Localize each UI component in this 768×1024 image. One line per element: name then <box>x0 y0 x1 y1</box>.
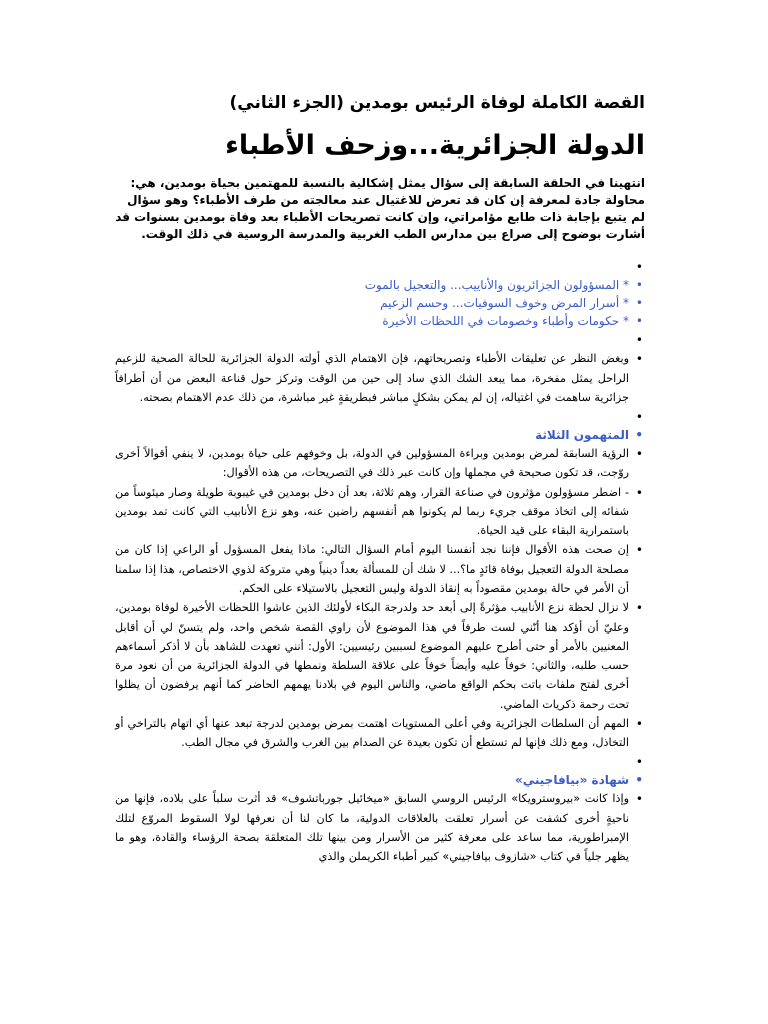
list-item-empty <box>115 330 629 349</box>
list-item-empty <box>115 257 629 276</box>
article-intro: انتهينا في الحلقة السابقة إلى سؤال يمثل إشكالية بالنسبة للمهتمين بحياة بومدين، هي: محاولة جادة لمعرفة إن كان قد تعرض للاغتيال عند معالجته من طرف الأطباء؟ وهو سؤال لم يتبع بإجابة ذات طابع مؤامراتي، وإن كانت تصريحات الأطباء بعد وفاة بومدين بسنوات قد أشارت بوضوح إلى صراع بين مدارس الطب الغربية والمدرسة الروسية في ذلك الوقت. <box>115 176 645 242</box>
toc-item-3[interactable]: • * حكومات وأطباء وخصومات في اللحظات الأخيرة <box>115 312 629 330</box>
toc-item-1[interactable]: • * المسؤولون الجزائريون والأناييب... والتعجيل بالموت <box>115 276 629 294</box>
paragraph-2: • الرؤية السابقة لمرض بومدين وبراءة المسؤولين في الدولة، بل وخوفهم على حياة بومدين، لا ينفي أقوالاً أخرى روّجت، قد تكون صحيحة في مجملها وإن كانت عبر ذلك في التصريحات، من هذه الأقوال: <box>115 444 629 483</box>
paragraph-6: • المهم أن السلطات الجزائرية وفي أعلى المستويات اهتمت بمرض بومدين لدرجة تبعد عنها أي اتهام بالتراخي أو التخاذل، ومع ذلك فإنها لم تستطع أن تكون بعيدة عن الصدام بين الغرب والشرق في مجال الطب. <box>115 714 629 753</box>
article-title: الدولة الجزائرية...وزحف الأطباء <box>225 130 645 162</box>
section-heading-testimony: • شهادة «بيافاجيني» <box>115 771 629 789</box>
paragraph-4: • إن صحت هذه الأقوال فإننا نجد أنفسنا اليوم أمام السؤال التالي: ماذا يفعل المسؤول أو الراعي إذا كان من مصلحة الدولة التعجيل بوفاة قائدٍ ما؟... لا شك أن للمسألة بعداً دينياً وهي متروكة لذوي الاختصاص، هذا إذا سلمنا أن الأمر في حالة بومدين مقصوداً به إنقاذ الدولة وليس التعجيل بالاستيلاء على الحكم. <box>115 540 629 598</box>
list-item-empty <box>115 752 629 771</box>
paragraph-5: • لا نزال لحظة نزع الأنابيب مؤثرةً إلى أبعد حد ولدرجة البكاء لأولئك الذين عاشوا اللحظات الأخيرة لوفاة بومدين، وعليّ أن أؤكد هنا أنّني لست طرفاً في هذا الموضوع لأن راوي القصة شخص واحد، ولم يتسنّ لي أن أقابل المعنيين بالأمر أو حتى أطرح عليهم الموضوع لسببين رئيسيين: الأول: أنني تعهدت للشاهد بأن لا أذكر أسماءهم حسب طلبه، والثاني: خوفاً عليه وأيضاً خوفاً على علاقة السلطة ونمطها في الدولة الجزائرية من أن نعود مرة أخرى لفتح ملفات باتت بحكم الواقع ماضي، والناس اليوم في بلادنا يهمهم الحاضر كما أنهم يرفضون أن يظلوا تحت رحمة ذكريات الماضي. <box>115 598 629 714</box>
toc-item-2[interactable]: • * أسرار المرض وخوف السوفيات... وحسم الزعيم <box>115 294 629 312</box>
section-heading-accused: • المتهمون الثلاثة <box>115 426 629 444</box>
article-supertitle: القصة الكاملة لوفاة الرئيس بومدين (الجزء الثاني) <box>229 93 645 113</box>
article-body-list <box>115 257 645 866</box>
list-item-empty <box>115 407 629 426</box>
paragraph-1: • وبغض النظر عن تعليقات الأطباء وتصريحاتهم، فإن الاهتمام الذي أولته الدولة الجزائرية للحالة الصحية للزعيم الراحل يمثل مفخرة، مما يبعد الشك الذي ساد إلى حين من الوقت وتركز حول قناعة البعض من أن أطرافاً جزائرية ساهمت في اغتياله، إن لم يمكن بشكلٍ مباشر فبطريقةٍ غير مباشرة، من ذلك عدم الاهتمام بصحته. <box>115 349 629 407</box>
article-page <box>115 92 645 866</box>
paragraph-3: • - اضطر مسؤولون مؤثرون في صناعة القرار، وهم ثلاثة، بعد أن دخل بومدين في غيبوبة طويلة وصار ميئوساً من شفائه إلى اتخاذ موقف جريء ربما لم يكونوا هم أنفسهم راضين عنه، وهو نزع الأنابيب التي كانت تمد بومدين باستمرارية البقاء على قيد الحياة. <box>115 483 629 541</box>
paragraph-7: • وإذا كانت «بيروسترويكا» الرئيس الروسي السابق «ميخائيل جورباتشوف» قد أثرت سلباً على بلاده، فإنها من ناحيةٍ أخرى كشفت عن أسرار تعلقت بالعلاقات الدولية، ما كان لنا أن نعرفها لولا السقوط المروّع لتلك الإمبراطورية، مما ساعد على معرفة كثير من الأسرار ومن بينها تلك المتعلقة بصحة الرؤساء والقادة، وهو ما يظهر جلياً في كتاب «شازوف بيافاجيني» كبير أطباء الكريملن والذي <box>115 789 629 866</box>
